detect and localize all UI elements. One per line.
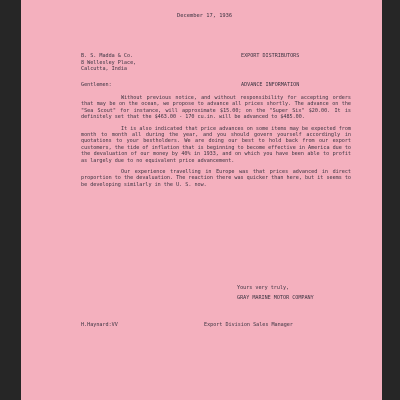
body-paragraph: It is also indicated that price advances on some items may be expected from month to month all during the year, and you should govern yourself accordingly in quotations to your bestholders. We are doing our best to hold back from our export customers, the tide of inflation that is beginning to become effective in America due to the devaluation of our money by 40% in 1933, and on which you have been able to profit as largely due to no equivalent price advancement. <box>81 125 352 164</box>
salutation: Gentlemen: <box>81 82 112 88</box>
company-name: GRAY MARINE MOTOR COMPANY <box>237 295 314 301</box>
recipient-line: B. S. Madda & Co. <box>81 53 134 59</box>
signer-title: Export Division Sales Manager <box>204 322 293 328</box>
department-heading <box>241 53 299 60</box>
department-label: EXPORT DISTRIBUTORS <box>241 53 300 59</box>
body-paragraph: Our experience travelling in Europe was that prices advanced in direct proportion to the devaluation. The reaction there was quicker than here, but it seems to be developing similarly in the U. S. now. <box>81 169 351 188</box>
subject-heading: ADVANCE INFORMATION <box>241 82 300 88</box>
letter-page <box>21 0 382 400</box>
recipient-line: Calcutta, India <box>81 66 128 73</box>
letter-date: December 17, 1936 <box>177 13 233 19</box>
recipient-address <box>81 53 136 73</box>
closing-phrase: Yours very truly, <box>237 285 290 291</box>
closing-block <box>237 285 314 305</box>
recipient-line: 8 Wellesley Place, <box>81 59 137 66</box>
typist-initials: H.Haynard:VV <box>81 322 118 328</box>
letter-body <box>81 95 351 193</box>
body-paragraph: Without previous notice, and without responsibility for accepting orders that may be on the ocean, we propose to advance all prices shortly. The advance on the "Sea Scout" for instance, will approximate $15.00; on the "Super Six" $20.00. It is definitely set that the $463.00 - 170 cu.in. will be advanced to $485.00. <box>81 95 351 121</box>
